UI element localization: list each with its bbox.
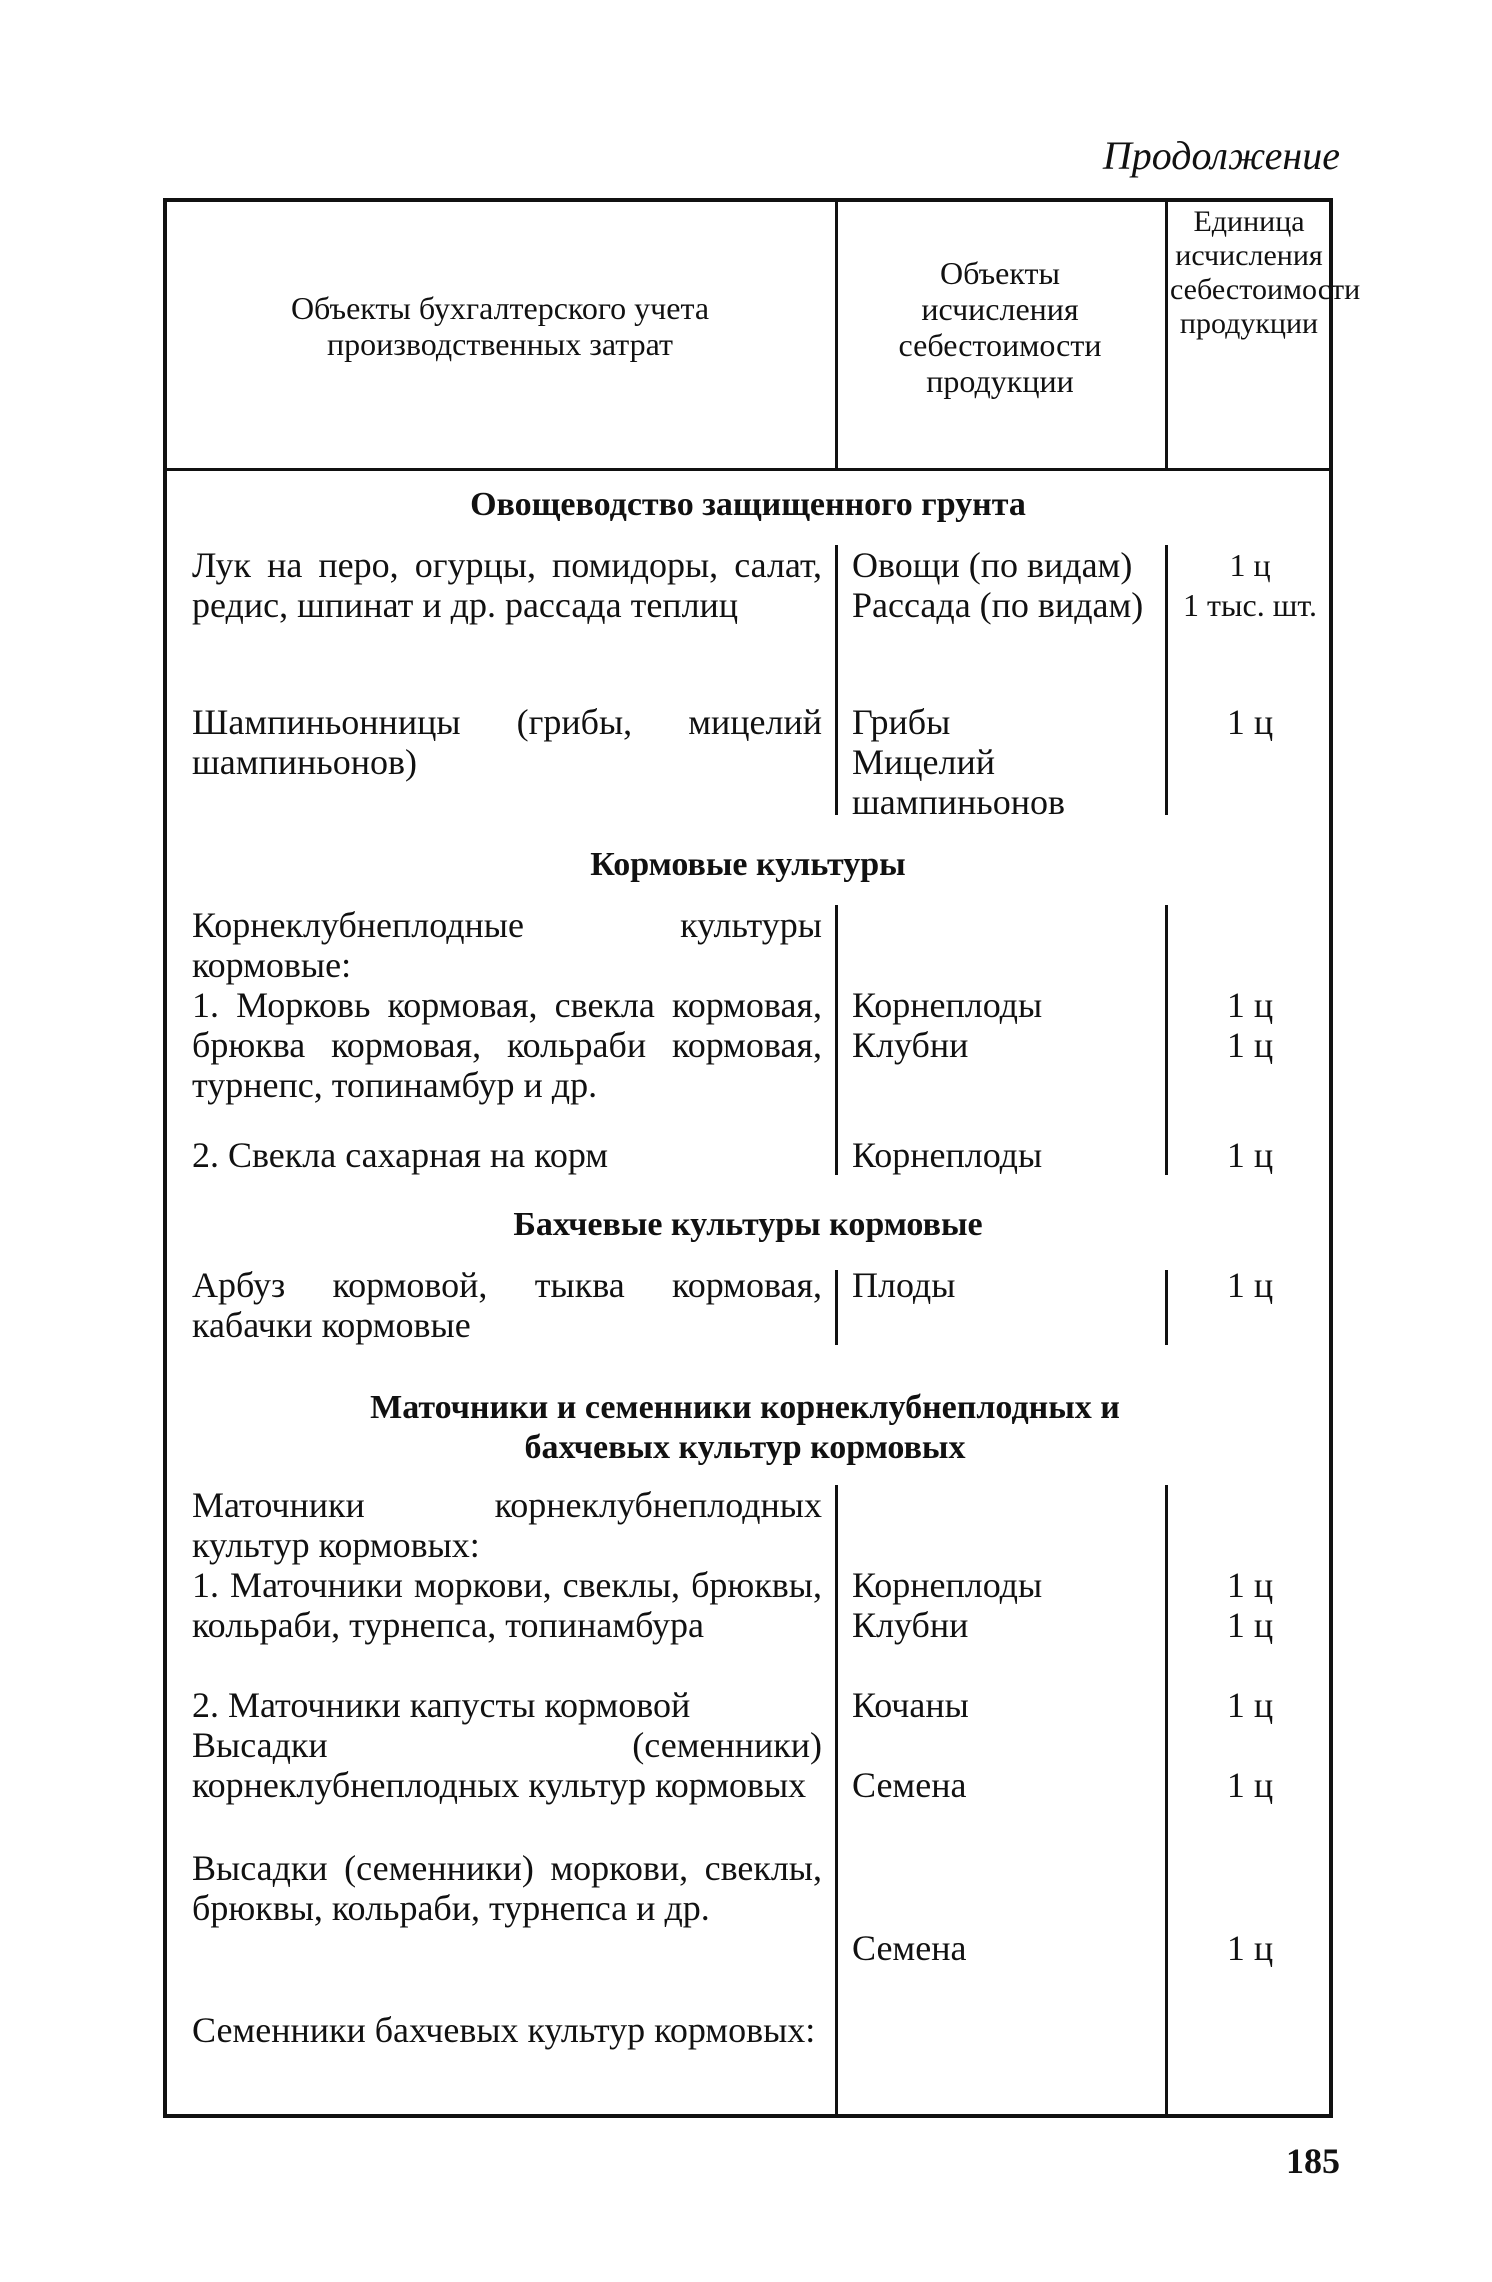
table-row-objects [852,702,1152,822]
unit-item: 1 ц [1226,1025,1274,1065]
table-row-accounting: Арбуз кормовой, тыква кормовая, кабачки кормовые [192,1265,822,1345]
table-row-accounting: Высадки (семенники) моркови, свеклы, брюквы, кольраби, турнепса и др. [192,1848,822,1928]
table-row-accounting: 1. Маточники моркови, свеклы, брюквы, кольраби, турнепса, топинамбура [192,1565,822,1645]
object-item: Клубни [852,1605,969,1645]
object-item: Грибы [852,702,951,742]
object-item: Корнеплоды [852,985,1043,1025]
col-divider-2-seg-d [1165,1485,1168,2115]
object-item: Клубни [852,1025,969,1065]
table-row-units [1175,1685,1325,1725]
table-row-accounting: Высадки (семенники) корнеклубнеплодных культур кормовых [192,1725,822,1805]
table-row-accounting: Лук на перо, огурцы, помидоры, салат, редис, шпинат и др. рассада теплиц [192,545,822,625]
col-divider-1-seg-a [835,545,838,815]
unit-item: 1 ц [1226,1605,1274,1645]
object-item: Кочаны [852,1685,969,1725]
header-col2: Объекты исчисления себестоимости продукции [898,255,1102,399]
table-row-units [1175,1565,1325,1645]
col-divider-1-seg-d [835,1485,838,2115]
header-col-divider-1 [835,198,838,470]
table-row-units [1175,1765,1325,1805]
table-row-units [1175,1928,1325,1968]
col-divider-2-seg-b [1165,905,1168,1175]
table-row-units [1175,1265,1325,1305]
table-row-accounting: 1. Морковь кормовая, свекла кормовая, брюква кормовая, кольраби кормовая, турнепс, топинамбур и др. [192,985,822,1105]
col-divider-2-seg-c [1165,1270,1168,1345]
table-row-objects [852,1265,1152,1305]
table-row-accounting: 2. Маточники капусты кормовой [192,1685,691,1725]
table-row-units [1175,545,1325,625]
object-item: Корнеплоды [852,1565,1043,1605]
table-row-units [1175,1135,1325,1175]
table-row-objects [852,1765,1152,1805]
object-item: Корнеплоды [852,1135,1043,1175]
section-title-seed-plants: Маточники и семенники корнеклубнеплодных и бахчевых культур кормовых [370,1389,1120,1466]
unit-item: 1 ц [1226,1685,1274,1725]
unit-item: 1 ц [1226,1135,1274,1175]
unit-item: 1 ц [1226,1265,1274,1305]
continuation-label: Продолжение [1102,133,1340,178]
object-item: Плоды [852,1265,956,1305]
table-row-accounting: Семенники бахчевых культур кормовых: [192,2010,816,2050]
table-row-objects [852,1565,1152,1645]
header-col3: Единица исчисления себестоимости продукции [1170,205,1361,340]
object-item: Овощи (по видам) [852,545,1133,585]
table-row-accounting: 2. Свекла сахарная на корм [192,1135,609,1175]
header-col-divider-2 [1165,198,1168,470]
section-title-melons: Бахчевые культуры кормовые [513,1206,983,1243]
table-row-objects [852,985,1152,1065]
unit-item: 1 ц [1226,1928,1274,1968]
unit-item: 1 ц [1226,702,1274,742]
table-row-units [1175,985,1325,1065]
header-col1: Объекты бухгалтерского учета производственных затрат [290,290,710,362]
col-divider-2-seg-a [1165,545,1168,815]
section-title-forage: Кормовые культуры [590,846,906,883]
section-title-greenhouse: Овощеводство защищенного грунта [470,486,1026,523]
object-item: Мицелий шампиньонов [852,742,1065,822]
object-item: Семена [852,1928,967,1968]
unit-item: 1 ц [1226,1765,1274,1805]
page-number: 185 [1286,2141,1340,2181]
col-divider-1-seg-b [835,905,838,1175]
unit-item: 1 ц [1226,1565,1274,1605]
table-row-objects [852,1135,1152,1175]
table-row-objects [852,545,1152,625]
table-row-units [1175,702,1325,742]
table-row-accounting: Шампиньонницы (грибы, мицелий шампиньонов) [192,702,822,782]
table-row-objects [852,1685,1152,1725]
unit-item: 1 ц [1226,985,1274,1025]
col-divider-1-seg-c [835,1270,838,1345]
table-row-objects [852,1928,1152,1968]
unit-item: 1 тыс. шт. [1183,587,1317,623]
object-item: Семена [852,1765,967,1805]
table-row-accounting: Маточники корнеклубнеплодных культур кормовых: [192,1485,822,1565]
header-divider [163,468,1333,471]
unit-item: 1 ц [1229,547,1271,583]
object-item: Рассада (по видам) [852,585,1144,625]
table-row-accounting: Корнеклубнеплодные культуры кормовые: [192,905,822,985]
